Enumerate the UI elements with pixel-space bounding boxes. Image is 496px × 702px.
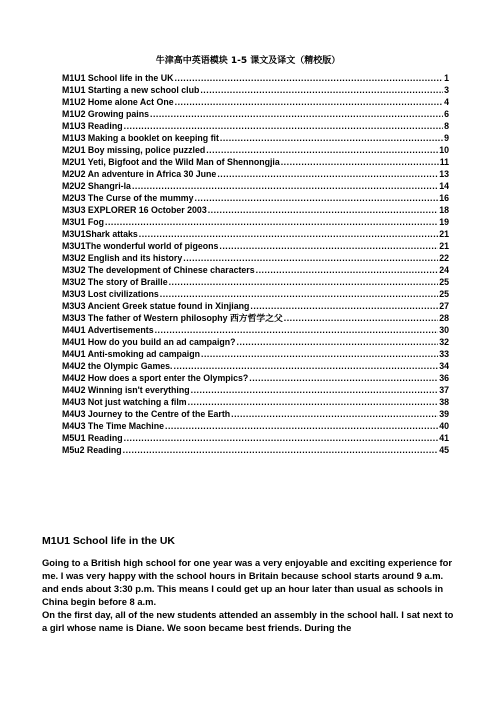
toc-entry-title: M1U2 Growing pains — [62, 109, 150, 119]
toc-entry[interactable] — [62, 96, 449, 108]
toc-entry[interactable] — [62, 336, 449, 348]
toc-entry-title: M2U1 Boy missing, police puzzled — [62, 145, 206, 155]
toc-entry[interactable] — [62, 276, 449, 288]
toc-entry-title: M4U3 Journey to the Centre of the Earth — [62, 409, 231, 419]
toc-entry-page-number: 22 — [439, 253, 449, 263]
toc-entry-page-number: 45 — [439, 445, 449, 455]
toc-dot-leader — [191, 384, 439, 396]
toc-entry-page-number: 4 — [444, 97, 449, 107]
toc-entry[interactable] — [62, 204, 449, 216]
toc-entry-page-number: 9 — [444, 133, 449, 143]
toc-entry-title: M3U3 EXPLORER 16 October 2003 — [62, 205, 207, 215]
toc-entry-page-number: 41 — [439, 433, 449, 443]
toc-entry-title: M3U2 English and its history — [62, 253, 183, 263]
toc-entry[interactable] — [62, 372, 449, 384]
toc-entry-page-number: 28 — [439, 313, 449, 323]
toc-dot-leader — [249, 372, 438, 384]
toc-dot-leader — [124, 120, 443, 132]
toc-entry-page-number: 40 — [439, 421, 449, 431]
toc-entry-page-number: 36 — [439, 373, 449, 383]
toc-dot-leader — [165, 420, 438, 432]
toc-entry-page-number: 18 — [439, 205, 449, 215]
toc-entry-title: M4U1 How do you build an ad campaign? — [62, 337, 236, 347]
toc-entry[interactable] — [62, 312, 449, 324]
toc-entry-page-number: 21 — [439, 229, 449, 239]
toc-entry-title: M1U2 Home alone Act One — [62, 97, 174, 107]
toc-entry-page-number: 39 — [439, 409, 449, 419]
toc-entry-title: M3U2 The development of Chinese characters — [62, 265, 255, 275]
toc-entry-title: M1U3 Reading — [62, 121, 123, 131]
toc-entry[interactable] — [62, 396, 449, 408]
toc-entry-page-number: 13 — [439, 169, 449, 179]
toc-entry-title: M5U1 Reading — [62, 433, 123, 443]
toc-entry-page-number: 34 — [439, 361, 449, 371]
toc-dot-leader — [150, 108, 443, 120]
toc-entry[interactable] — [62, 264, 449, 276]
toc-entry[interactable] — [62, 348, 449, 360]
toc-dot-leader — [237, 336, 439, 348]
toc-entry[interactable] — [62, 156, 449, 168]
toc-entry-page-number: 37 — [439, 385, 449, 395]
toc-entry-page-number: 16 — [439, 193, 449, 203]
body-paragraph: On the first day, all of the new students attended an assembly in the school hall. I sat next to a girl whose name is Diane. We soon became best friends. During the — [42, 609, 454, 633]
toc-entry[interactable] — [62, 132, 449, 144]
toc-entry-page-number: 32 — [439, 337, 449, 347]
toc-entry[interactable] — [62, 120, 449, 132]
toc-entry[interactable] — [62, 300, 449, 312]
toc-dot-leader — [219, 240, 438, 252]
body-paragraph: Going to a British high school for one year was a very enjoyable and exciting experience for me. I was very happy with the school hours in Britain because school starts around 9 a.m. and ends about 3:30 p.m. This means I could get up an hour later than usual as schools in China begin before 8 a.m. — [42, 557, 453, 607]
section-body — [42, 556, 460, 634]
toc-entry-title: M1U1 Starting a new school club — [62, 85, 200, 95]
toc-entry-title: M2U1 Yeti, Bigfoot and the Wild Man of Shennongjia — [62, 157, 280, 167]
toc-dot-leader — [188, 396, 439, 408]
toc-dot-leader — [174, 72, 443, 84]
toc-dot-leader — [284, 312, 438, 324]
toc-dot-leader — [169, 276, 439, 288]
toc-entry[interactable] — [62, 72, 449, 84]
toc-entry-page-number: 21 — [439, 241, 449, 251]
toc-entry-title: M1U3 Making a booklet on keeping fit — [62, 133, 219, 143]
toc-dot-leader — [195, 192, 439, 204]
toc-entry[interactable] — [62, 168, 449, 180]
toc-entry-title: M4U2 How does a sport enter the Olympics? — [62, 373, 249, 383]
toc-dot-leader — [200, 84, 443, 96]
toc-entry-page-number: 8 — [444, 121, 449, 131]
toc-entry-page-number: 24 — [439, 265, 449, 275]
toc-dot-leader — [123, 444, 439, 456]
toc-dot-leader — [217, 168, 438, 180]
toc-entry-page-number: 19 — [439, 217, 449, 227]
table-of-contents — [62, 72, 449, 456]
toc-entry[interactable] — [62, 444, 449, 456]
toc-entry-title: M3U3 Ancient Greek statue found in Xinjiang — [62, 301, 250, 311]
toc-entry-title: M3U1Shark attaks — [62, 229, 138, 239]
toc-entry[interactable] — [62, 228, 449, 240]
section-heading: M1U1 School life in the UK — [42, 535, 176, 547]
toc-entry-page-number: 38 — [439, 397, 449, 407]
document-title: 牛津高中英语模块 1-5 课文及译文（精校版） — [155, 56, 341, 66]
toc-entry-page-number: 1 — [444, 73, 449, 83]
toc-entry-title: M4U3 The Time Machine — [62, 421, 165, 431]
toc-entry-title: M4U2 the Olympic Games. — [62, 361, 173, 371]
toc-entry-page-number: 25 — [439, 289, 449, 299]
toc-dot-leader — [174, 360, 439, 372]
toc-entry-page-number: 3 — [444, 85, 449, 95]
toc-dot-leader — [220, 132, 443, 144]
toc-entry-title: M2U2 Shangri-la — [62, 181, 131, 191]
toc-dot-leader — [175, 96, 443, 108]
toc-entry[interactable] — [62, 216, 449, 228]
toc-entry-title: M4U1 Anti-smoking ad campaign — [62, 349, 201, 359]
toc-entry[interactable] — [62, 240, 449, 252]
toc-entry-title: M3U2 The story of Braille — [62, 277, 168, 287]
toc-dot-leader — [105, 216, 438, 228]
toc-entry[interactable] — [62, 360, 449, 372]
toc-dot-leader — [250, 300, 438, 312]
toc-entry[interactable] — [62, 324, 449, 336]
toc-entry[interactable] — [62, 180, 449, 192]
toc-entry-title: M4U3 Not just watching a film — [62, 397, 187, 407]
toc-entry[interactable] — [62, 192, 449, 204]
toc-dot-leader — [132, 180, 438, 192]
toc-dot-leader — [201, 348, 438, 360]
toc-dot-leader — [155, 324, 439, 336]
toc-dot-leader — [281, 156, 439, 168]
toc-entry[interactable] — [62, 420, 449, 432]
toc-entry-page-number: 6 — [444, 109, 449, 119]
toc-entry-page-number: 30 — [439, 325, 449, 335]
toc-dot-leader — [124, 432, 439, 444]
toc-entry[interactable] — [62, 408, 449, 420]
toc-entry[interactable] — [62, 384, 449, 396]
toc-entry-title: M3U1The wonderful world of pigeons — [62, 241, 219, 251]
toc-entry[interactable] — [62, 432, 449, 444]
toc-entry-title: M2U2 An adventure in Africa 30 June — [62, 169, 217, 179]
toc-entry-title: M1U1 School life in the UK — [62, 73, 174, 83]
toc-entry[interactable] — [62, 84, 449, 96]
toc-entry[interactable] — [62, 144, 449, 156]
toc-entry-page-number: 25 — [439, 277, 449, 287]
toc-dot-leader — [183, 252, 438, 264]
toc-entry-title: M3U3 Lost civilizations — [62, 289, 159, 299]
toc-dot-leader — [208, 204, 438, 216]
toc-dot-leader — [231, 408, 438, 420]
toc-entry-title: M2U3 The Curse of the mummy — [62, 193, 194, 203]
toc-entry[interactable] — [62, 288, 449, 300]
toc-dot-leader — [139, 228, 438, 240]
toc-entry-title: M3U1 Fog — [62, 217, 105, 227]
toc-entry-title: M5u2 Reading — [62, 445, 122, 455]
toc-dot-leader — [256, 264, 439, 276]
toc-entry-page-number: 33 — [439, 349, 449, 359]
toc-dot-leader — [160, 288, 438, 300]
toc-entry-title: M4U2 Winning isn't everything — [62, 385, 190, 395]
toc-entry-page-number: 11 — [439, 157, 449, 167]
toc-entry[interactable] — [62, 108, 449, 120]
toc-entry-page-number: 14 — [439, 181, 449, 191]
toc-entry-page-number: 10 — [439, 145, 449, 155]
toc-entry-page-number: 27 — [439, 301, 449, 311]
toc-dot-leader — [206, 144, 438, 156]
toc-entry[interactable] — [62, 252, 449, 264]
toc-entry-title: M3U3 The father of Western philosophy 西方哲学之父 — [62, 313, 283, 323]
toc-entry-title: M4U1 Advertisements — [62, 325, 154, 335]
